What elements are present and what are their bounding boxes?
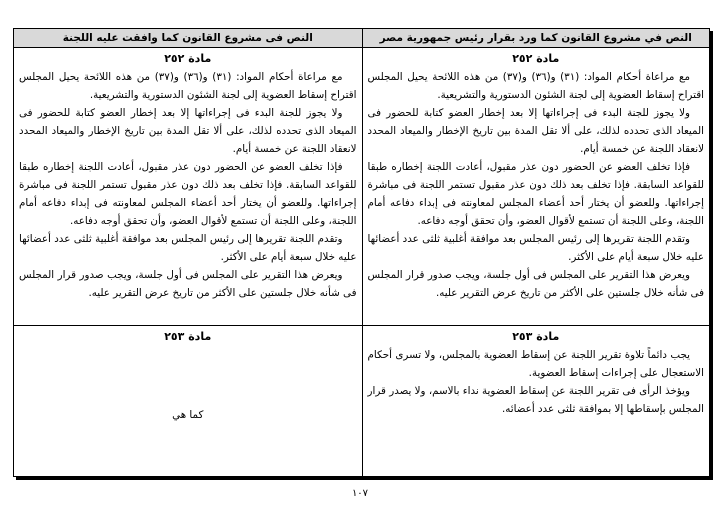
paragraph: فإذا تخلف العضو عن الحضور دون عذر مقبول، أعادت اللجنة إخطاره طبقا للقواعد السابقة. فإذا تخلف بعد ذلك دون عذر مقبول تستمر اللجنة فى مباشرة إجراءاتها. وللعضو أن يختار أحد أعضاء المجلس لمعاونته فى إبداء دفاعه أمام اللجنة، وعلى اللجنة أن تستمع لأقوال العضو، وأن تحقق أوجه دفاعه. bbox=[19, 161, 357, 227]
article-title: مادة ٢٥٢ bbox=[164, 52, 212, 65]
page-number: ١٠٧ bbox=[351, 488, 369, 499]
paragraph: فإذا تخلف العضو عن الحضور دون عذر مقبول، أعادت اللجنة إخطاره طبقا للقواعد السابقة. فإذا تخلف بعد ذلك دون عذر مقبول تستمر اللجنة فى مباشرة إجراءاتها. وللعضو أن يختار أحد أعضاء المجلس لمعاونته فى إبداء دفاعه أمام اللجنة، وعلى اللجنة أن تستمع لأقوال العضو، وأن تحقق أوجه دفاعه. bbox=[367, 161, 704, 227]
header-original-text: النص في مشروع القانون كما ورد بقرار رئيس جمهورية مصر bbox=[362, 29, 710, 48]
paragraph: وتقدم اللجنة تقريرها إلى رئيس المجلس بعد موافقة أغلبية ثلثى عدد أعضائها عليه خلال سبعة أيام على الأكثر. bbox=[367, 233, 704, 263]
paragraph: مع مراعاة أحكام المواد: (٣١) و(٣٦) و(٣٧) من هذه اللائحة يحيل المجلس اقتراح إسقاط العضوية إلى لجنة الشئون الدستورية والتشريعية. bbox=[367, 71, 704, 101]
article-252-committee bbox=[14, 48, 362, 326]
header-committee-text: النص فى مشروع القانون كما وافقت عليه اللجنة bbox=[14, 29, 362, 48]
paragraph: يجب دائماً تلاوة تقرير اللجنة عن إسقاط العضوية بالمجلس، ولا تسرى أحكام الاستعجال على إجراءات إسقاط العضوية. bbox=[367, 349, 704, 379]
article-title: مادة ٢٥٣ bbox=[164, 330, 212, 343]
article-253-original bbox=[362, 326, 710, 476]
unchanged-note: كما هي bbox=[172, 409, 204, 421]
article-252-original bbox=[362, 48, 710, 326]
paragraph: ولا يجوز للجنة البدء فى إجراءاتها إلا بعد إخطار العضو كتابة للحضور فى الميعاد الذى تحدده لذلك، على ألا تقل المدة بين تاريخ الإخطار والميعاد المحدد لانعقاد اللجنة عن خمسة أيام. bbox=[19, 107, 357, 155]
article-title: مادة ٢٥٢ bbox=[512, 52, 560, 65]
comparison-table bbox=[13, 28, 710, 477]
article-253-committee bbox=[14, 326, 362, 476]
paragraph: ويعرض هذا التقرير على المجلس فى أول جلسة، ويجب صدور قرار المجلس فى شأنه خلال جلستين على الأكثر من تاريخ عرض التقرير عليه. bbox=[367, 269, 704, 299]
article-title: مادة ٢٥٣ bbox=[512, 330, 560, 343]
paragraph: ويؤخذ الرأى فى تقرير اللجنة عن إسقاط العضوية نداء بالاسم، ولا يصدر قرار المجلس بإسقاطها إلا بموافقة ثلثى عدد أعضائه. bbox=[367, 385, 704, 415]
paragraph: ولا يجوز للجنة البدء فى إجراءاتها إلا بعد إخطار العضو كتابة للحضور فى الميعاد الذى تحدده لذلك، على ألا تقل المدة بين تاريخ الإخطار والميعاد المحدد لانعقاد اللجنة عن خمسة أيام. bbox=[367, 107, 704, 155]
paragraph: مع مراعاة أحكام المواد: (٣١) و(٣٦) و(٣٧) من هذه اللائحة يحيل المجلس اقتراح إسقاط العضوية إلى لجنة الشئون الدستورية والتشريعية. bbox=[19, 71, 357, 101]
paragraph: وتقدم اللجنة تقريرها إلى رئيس المجلس بعد موافقة أغلبية ثلثى عدد أعضائها عليه خلال سبعة أيام على الأكثر. bbox=[19, 233, 357, 263]
paragraph: ويعرض هذا التقرير على المجلس فى أول جلسة، ويجب صدور قرار المجلس فى شأنه خلال جلستين على الأكثر من تاريخ عرض التقرير عليه. bbox=[19, 269, 357, 299]
